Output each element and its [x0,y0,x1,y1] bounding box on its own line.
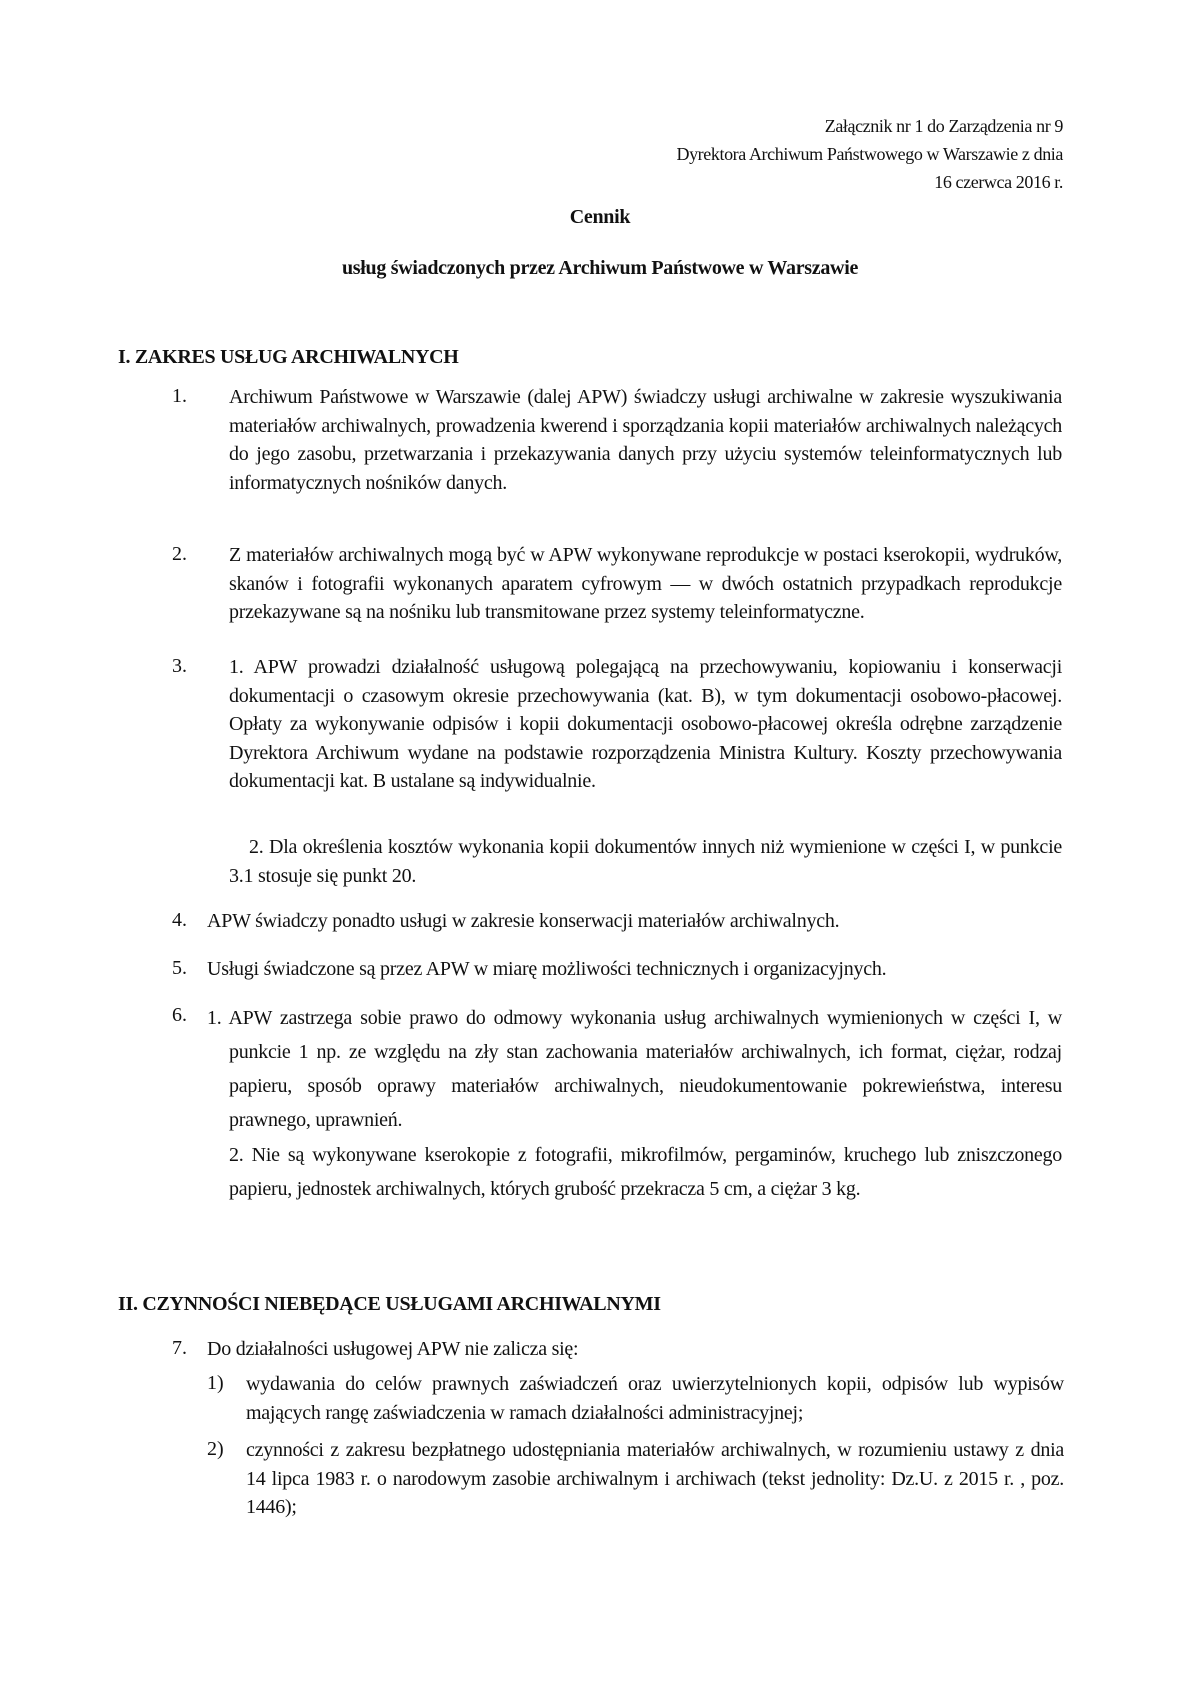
item-5-number: 5. [172,957,187,979]
subitem-1-number: 1) [207,1372,224,1394]
header-line-2: Dyrektora Archiwum Państwowego w Warszawie z dnia [676,144,1063,164]
item-1-text: Archiwum Państwowe w Warszawie (dalej APW) świadczy usługi archiwalne w zakresie wyszukiwania materiałów archiwalnych, prowadzenia kwerend i sporządzania kopii materiałów archiwalnych należących do jego zasobu, przetwarzania i przekazywania danych przy użyciu systemów teleinformatycznych lub informatycznych nośników danych. [229,386,1062,494]
item-6-number: 6. [172,1004,187,1026]
item-3-number: 3. [172,655,187,677]
header-line-3: 16 czerwca 2016 r. [934,172,1063,192]
attachment-header [676,112,1063,196]
item-2-text: Z materiałów archiwalnych mogą być w APW wykonywane reprodukcje w postaci kserokopii, wydruków, skanów i fotografii wykonanych aparatem cyfrowym — w dwóch ostatnich przypadkach reprodukcje przekazywane są na nośniku lub transmitowane przez systemy teleinformatyczne. [229,544,1062,623]
subitem-1-text: wydawania do celów prawnych zaświadczeń oraz uwierzytelnionych kopii, odpisów lub wypisów mających rangę zaświadczenia w ramach działalności administracyjnej; [246,1373,1064,1424]
document-subtitle: usług świadczonych przez Archiwum Państwowe w Warszawie [341,257,859,279]
header-line-1: Załącznik nr 1 do Zarządzenia nr 9 [824,116,1063,136]
item-5-text: Usługi świadczone są przez APW w miarę możliwości technicznych i organizacyjnych. [207,958,887,980]
subitem-2-text: czynności z zakresu bezpłatnego udostępniania materiałów archiwalnych, w rozumieniu ustawy z dnia 14 lipca 1983 r. o narodowym zasobie archiwalnym i archiwach (tekst jednolity: Dz.U. z 2015 r. , poz. 1446); [246,1439,1064,1518]
section-2-heading: II. CZYNNOŚCI NIEBĘDĄCE USŁUGAMI ARCHIWALNYMI [118,1293,661,1315]
subitem-2-number: 2) [207,1438,224,1460]
item-1-number: 1. [172,385,187,407]
item-6-text: 1. APW zastrzega sobie prawo do odmowy wykonania usług archiwalnych wymienionych w części I, w punkcie 1 np. ze względu na zły stan zachowania materiałów archiwalnych, ich format, ciężar, rodzaj papieru, sposób oprawy materiałów archiwalnych, nieudokumentowanie pokrewieństwa, interesu prawnego, uprawnień. [207,1007,1062,1131]
item-4-text: APW świadczy ponadto usługi w zakresie konserwacji materiałów archiwalnych. [207,910,840,932]
item-3-text: 1. APW prowadzi działalność usługową polegającą na przechowywaniu, kopiowaniu i konserwacji dokumentacji o czasowym okresie przechowywania (kat. B), w tym dokumentacji osobowo-płacowej. Opłaty za wykonywanie odpisów i kopii dokumentacji osobowo-płacowej określa odrębne zarządzenie Dyrektora Archiwum wydane na podstawie rozporządzenia Ministra Kultury. Koszty przechowywania dokumentacji kat. B ustalane są indywidualnie. [229,656,1062,792]
section-1-heading: I. ZAKRES USŁUG ARCHIWALNYCH [118,346,459,368]
item-2-number: 2. [172,543,187,565]
document-title: Cennik [569,206,631,228]
item-7-number: 7. [172,1337,187,1359]
item-6-subpoint: 2. Nie są wykonywane kserokopie z fotografii, mikrofilmów, pergaminów, kruchego lub zniszczonego papieru, jednostek archiwalnych, których grubość przekracza 5 cm, a ciężar 3 kg. [229,1144,1062,1200]
item-3-subpoint: 2. Dla określenia kosztów wykonania kopii dokumentów innych niż wymienione w części I, w punkcie 3.1 stosuje się punkt 20. [229,836,1062,887]
item-7-text: Do działalności usługowej APW nie zalicza się: [207,1338,579,1360]
item-4-number: 4. [172,909,187,931]
